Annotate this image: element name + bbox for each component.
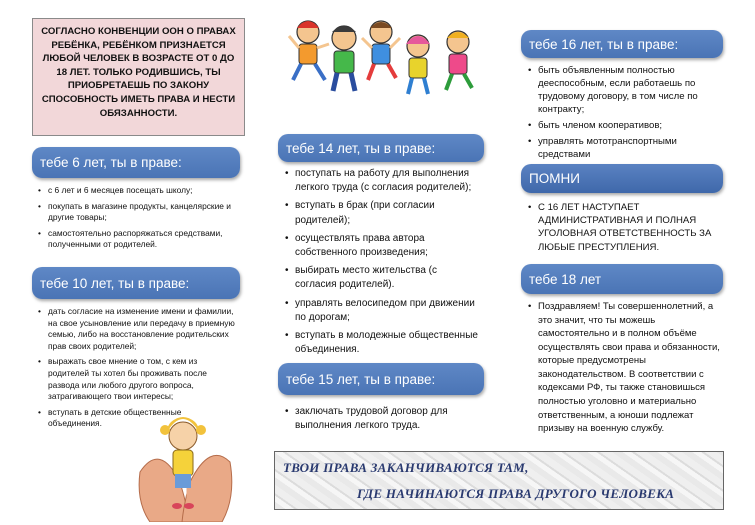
remember-title: ПОМНИ xyxy=(529,171,580,186)
age10-title: тебе 10 лет, ты в праве: xyxy=(40,275,190,291)
age6-header xyxy=(32,147,240,178)
list-item: • быть членом кооперативов; xyxy=(526,119,722,132)
rights-banner xyxy=(274,451,724,510)
age18-header xyxy=(521,264,723,294)
age16-list xyxy=(526,64,722,164)
list-item: • осуществлять права автора собственного произведения; xyxy=(283,232,479,260)
age10-header xyxy=(32,267,240,299)
age14-title: тебе 14 лет, ты в праве: xyxy=(286,140,436,156)
list-item: • покупать в магазине продукты, канцелярские и другие товары; xyxy=(36,201,236,224)
intro-box xyxy=(32,18,245,136)
age14-header xyxy=(278,134,484,162)
age14-list xyxy=(283,167,479,361)
intro-text: СОГЛАСНО КОНВЕНЦИИ ООН О ПРАВАХ РЕБЁНКА, РЕБЁНКОМ ПРИЗНАЕТСЯ ЛЮБОЙ ЧЕЛОВЕК В ВОЗРАСТЕ ОТ 0 ДО 18 ЛЕТ. ТОЛЬКО РОДИВШИСЬ, ТЫ ПРИОБРЕТАЕШЬ ПО ЗАКОНУ СПОСОБНОСТЬ ИМЕТЬ ПРАВА И НЕСТИ ОБЯЗАННОСТИ. xyxy=(41,26,236,119)
list-item: • с 6 лет и 6 месяцев посещать школу; xyxy=(36,185,236,197)
age16-title: тебе 16 лет, ты в праве: xyxy=(529,36,679,52)
list-item: • дать согласие на изменение имени и фамилии, на свое усыновление или передачу в приемную семью, либо на восстановление родительских прав своих родителей; xyxy=(36,306,236,352)
age15-list xyxy=(283,405,479,437)
list-item: • Поздравляем! Ты совершеннолетний, а это значит, что ты можешь самостоятельно и в полном объёме осуществлять свои права и обязанности, которые предусмотрены законодательством. В соответствии с кодексами РФ, ты также становишься полностью уголовно и материально ответственным, а юноши подлежат призыву на военную службу. xyxy=(526,300,722,436)
list-item: • вступать в молодежные общественные объединения. xyxy=(283,329,479,357)
children-illustration xyxy=(286,10,486,102)
list-item: • вступать в детские общественные объединения. xyxy=(36,407,236,430)
list-item: • самостоятельно распоряжаться средствами, полученными от родителей. xyxy=(36,228,236,251)
remember-header xyxy=(521,164,723,193)
hands-child-illustration xyxy=(135,402,235,522)
list-item: • С 16 ЛЕТ НАСТУПАЕТ АДМИНИСТРАТИВНАЯ И ПОЛНАЯ УГОЛОВНАЯ ОТВЕТСТВЕННОСТЬ ЗА ЛЮБЫЕ ПРЕСТУПЛЕНИЯ. xyxy=(526,201,722,254)
banner-line2: ГДЕ НАЧИНАЮТСЯ ПРАВА ДРУГОГО ЧЕЛОВЕКА xyxy=(357,486,675,501)
age15-title: тебе 15 лет, ты в праве: xyxy=(286,371,436,387)
list-item: • управлять мототранспортными средствами xyxy=(526,135,722,161)
banner-line1: ТВОИ ПРАВА ЗАКАНЧИВАЮТСЯ ТАМ, xyxy=(283,460,529,475)
list-item: • быть объявленным полностью дееспособным, если работаешь по трудовому договору, в том числе по контракту; xyxy=(526,64,722,116)
age16-header xyxy=(521,30,723,58)
list-item: • выбирать место жительства (с согласия родителей). xyxy=(283,264,479,292)
list-item: • управлять велосипедом при движении по дорогам; xyxy=(283,297,479,325)
list-item: • заключать трудовой договор для выполнения легкого труда. xyxy=(283,405,479,433)
age18-list xyxy=(526,300,722,436)
remember-list xyxy=(526,201,722,254)
age15-header xyxy=(278,363,484,395)
list-item: • поступать на работу для выполнения легкого труда (с согласия родителей); xyxy=(283,167,479,195)
age6-list xyxy=(36,185,236,255)
age18-title: тебе 18 лет xyxy=(529,271,602,287)
list-item: • вступать в брак (при согласии родителей); xyxy=(283,199,479,227)
list-item: • выражать свое мнение о том, с кем из родителей ты хотел бы проживать после развода или любого другого вопроса, затрагивающего твои интересы; xyxy=(36,356,236,402)
age6-title: тебе 6 лет, ты в праве: xyxy=(40,155,182,170)
